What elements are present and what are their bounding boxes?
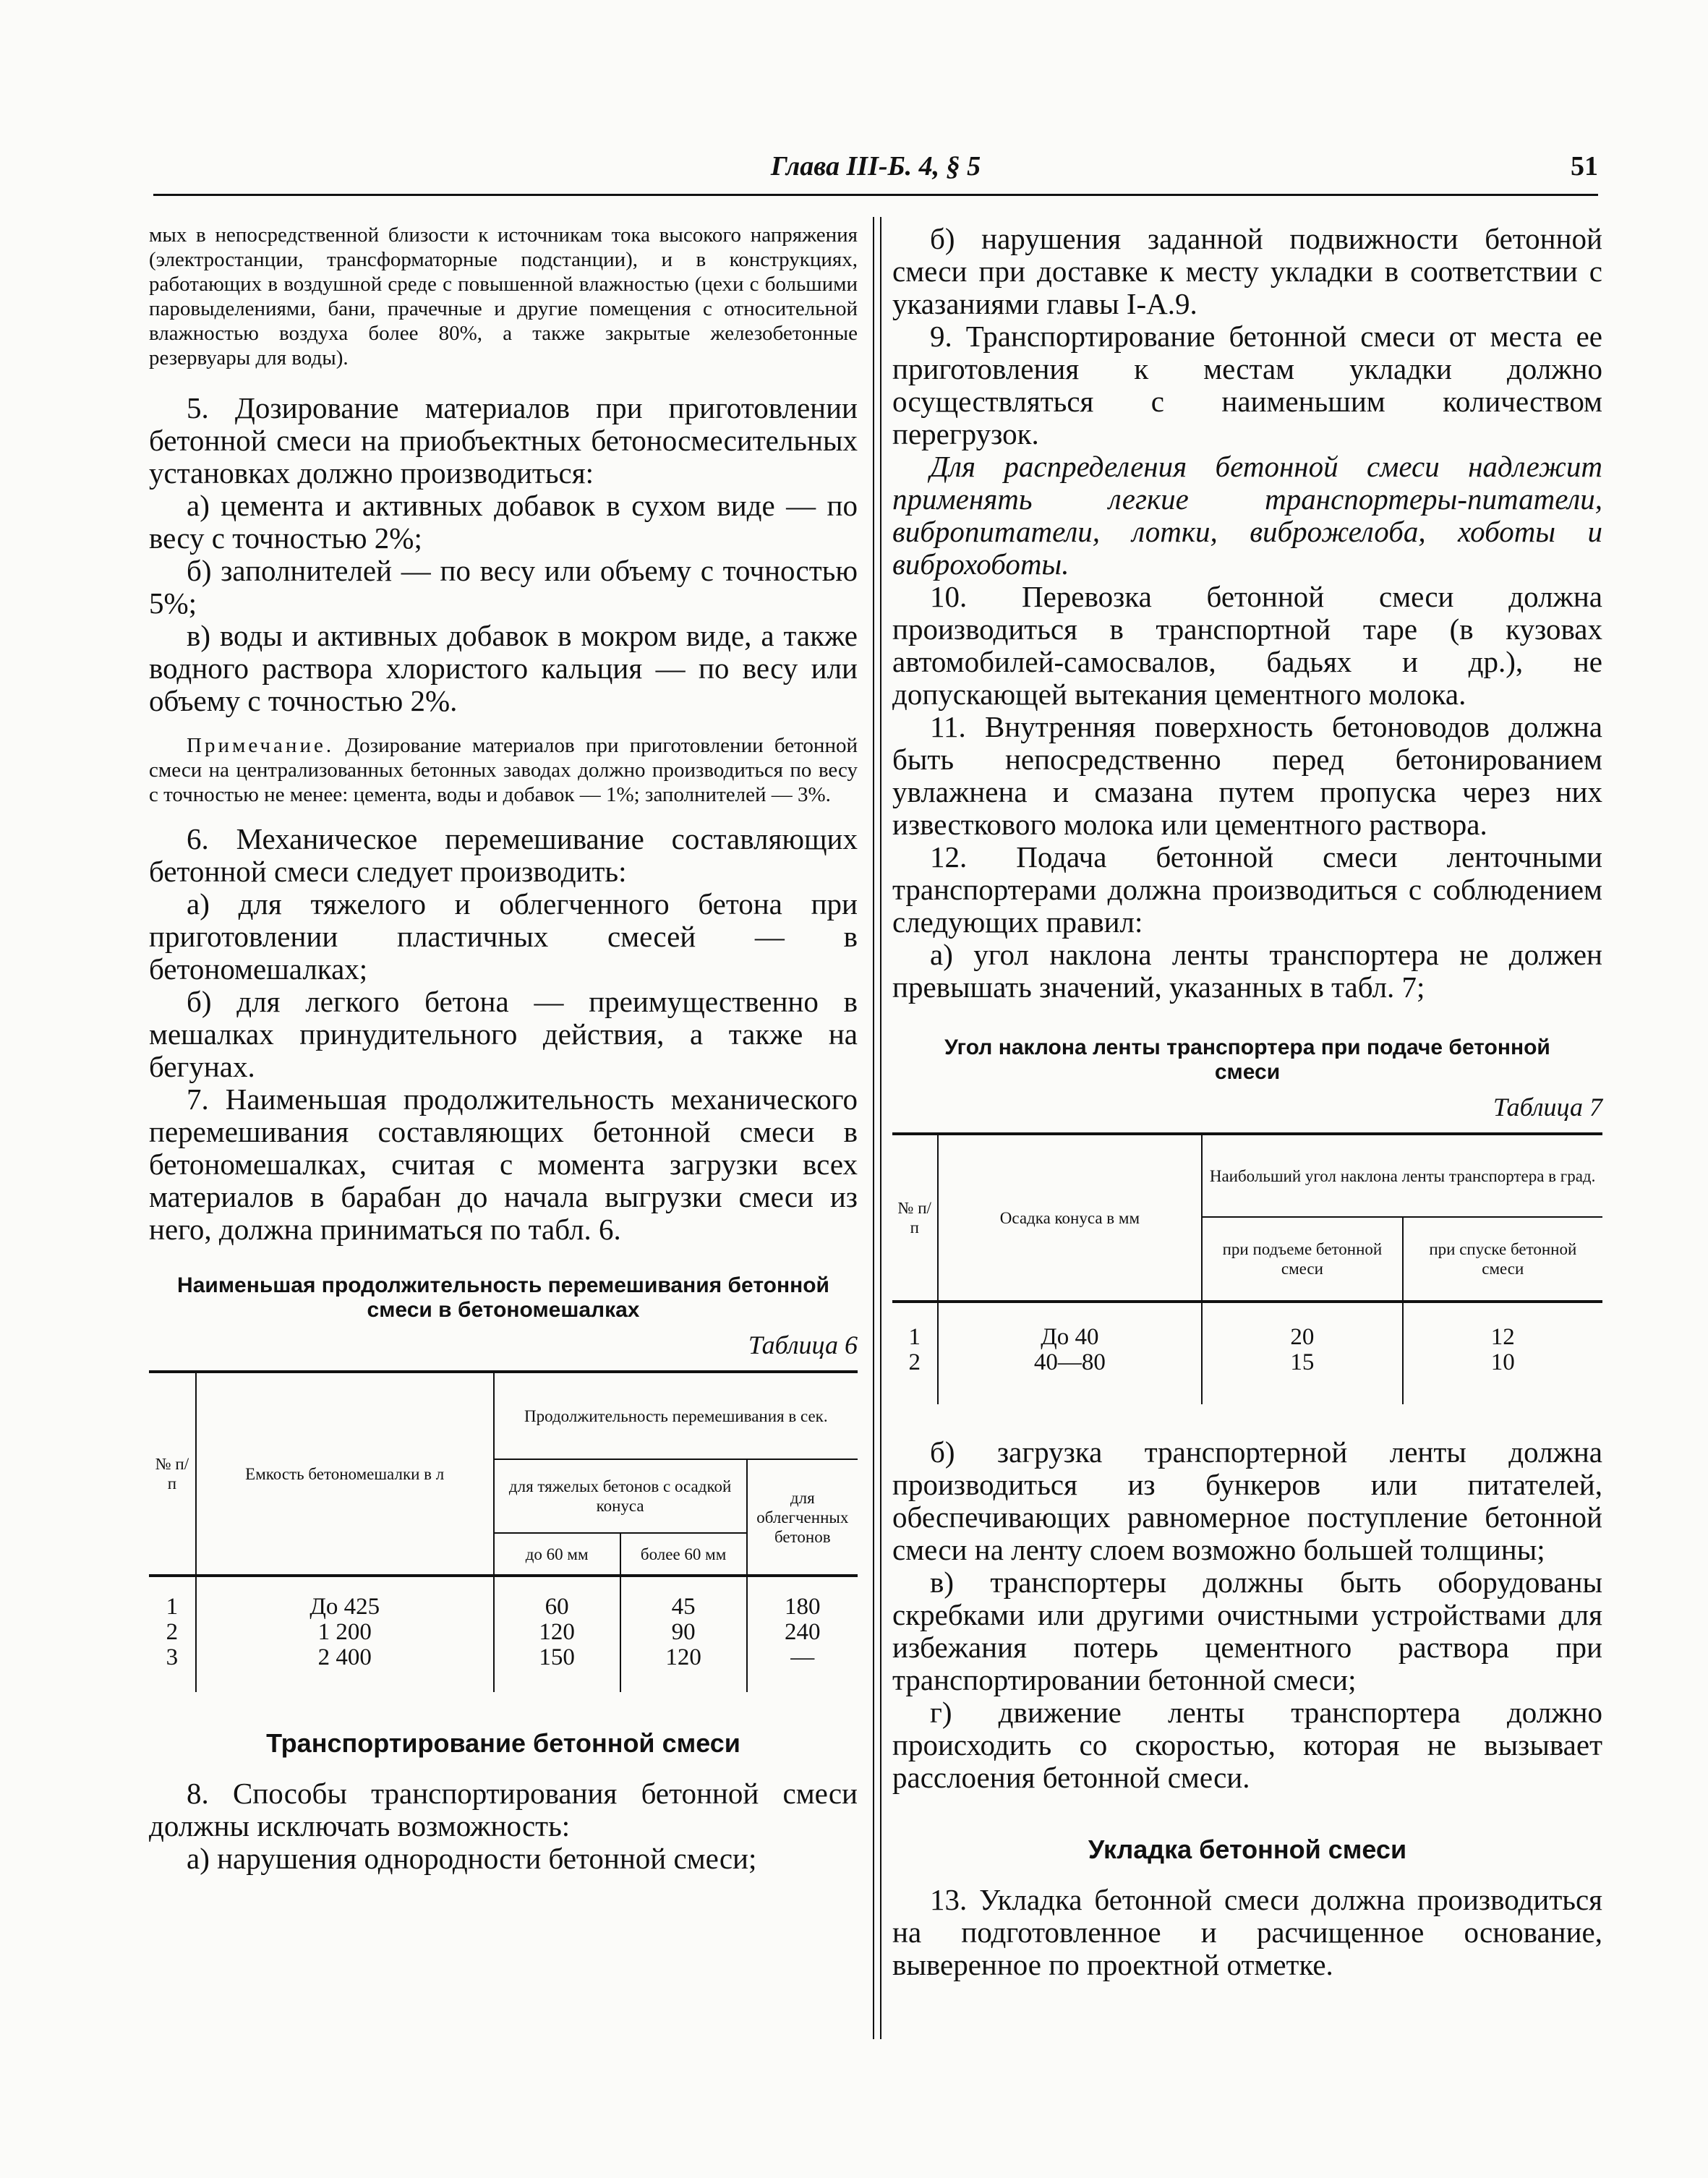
table-7-number: Таблица 7 — [1493, 1093, 1602, 1122]
table-row — [149, 1594, 858, 1620]
t7-header-angle: Наибольший угол наклона ленты транспортера в град. — [1202, 1134, 1602, 1217]
section-transport-heading: Транспортирование бетонной смеси — [266, 1728, 740, 1758]
t6-row2-light: 240 — [747, 1620, 858, 1645]
page-number: 51 — [1571, 151, 1598, 182]
page-header — [153, 150, 1598, 194]
note-text: Дозирование материалов при приготовлении бетонной смеси на централизованных бетонных заводах должно производиться по весу с точностью не менее: цемента, воды и добавок — 1%; заполнителей — 3%. — [149, 734, 858, 806]
paragraph-6a: а) для тяжелого и облегченного бетона при приготовлении пластичных смесей — в бетономешалках; — [149, 887, 858, 986]
t6-row3-over60: 120 — [620, 1645, 747, 1670]
paragraph-12a: а) угол наклона ленты транспортера не должен превышать значений, указанных в табл. 7; — [892, 938, 1602, 1004]
t6-header-duration: Продолжительность перемешивания в сек. — [494, 1372, 858, 1459]
t6-header-num: № п/п — [149, 1372, 196, 1576]
column-divider — [873, 217, 881, 2039]
t6-row3-to60: 150 — [494, 1645, 620, 1670]
paragraph-12d: г) движение ленты транспортера должно происходить со скоростью, которая не вызывает расслоения бетонной смеси. — [892, 1696, 1602, 1794]
paragraph-5a: а) цемента и активных добавок в сухом виде — по весу с точностью 2%; — [149, 489, 858, 555]
table-row — [892, 1325, 1602, 1350]
t6-row2-capacity: 1 200 — [196, 1620, 494, 1645]
table-row — [149, 1645, 858, 1670]
paragraph-8a: а) нарушения однородности бетонной смеси; — [187, 1842, 757, 1875]
paragraph-12c: в) транспортеры должны быть оборудованы скребками или другими очистными устройствами для избежания потерь цементного раствора при транспортировании бетонной смеси; — [892, 1566, 1602, 1696]
t6-row3-num: 3 — [166, 1644, 179, 1670]
t6-row2-over60: 90 — [620, 1620, 747, 1645]
t6-header-over60: более 60 мм — [620, 1533, 747, 1576]
t7-row1-down: 12 — [1403, 1325, 1602, 1350]
t6-header-heavy: для тяжелых бетонов с осадкой конуса — [494, 1459, 747, 1533]
table-7-title: Угол наклона ленты транспортера при подаче бетонной смеси — [944, 1035, 1550, 1084]
t7-row2-down: 10 — [1403, 1350, 1602, 1375]
table-7 — [892, 1132, 1602, 1404]
t7-row1-slump: До 40 — [938, 1325, 1203, 1350]
left-column — [149, 223, 858, 1875]
note — [149, 733, 858, 807]
t7-row1-num: 1 — [908, 1324, 921, 1350]
t6-row1-capacity: До 425 — [196, 1594, 494, 1620]
paragraph-8: 8. Способы транспортирования бетонной смеси должны исключать возможность: — [149, 1777, 858, 1842]
t6-header-capacity: Емкость бетономешалки в л — [196, 1372, 494, 1576]
table-6-title: Наименьшая продолжительность перемешивания бетонной смеси в бетономешалках — [177, 1273, 829, 1322]
t7-header-down: при спуске бетонной смеси — [1403, 1217, 1602, 1302]
t7-row2-up: 15 — [1202, 1350, 1402, 1375]
t6-header-light: для облегченных бетонов — [747, 1459, 858, 1576]
t6-row3-capacity: 2 400 — [196, 1645, 494, 1670]
paragraph-13: 13. Укладка бетонной смеси должна производиться на подготовленное и расчищенное основание, выверенное по проектной отметке. — [892, 1883, 1602, 1981]
t7-header-up: при подъеме бетонной смеси — [1202, 1217, 1402, 1302]
paragraph-5b: б) заполнителей — по весу или объему с точностью 5%; — [149, 554, 858, 620]
t7-header-num: № п/п — [892, 1134, 938, 1302]
table-row — [892, 1350, 1602, 1375]
t7-row1-up: 20 — [1202, 1325, 1402, 1350]
table-row — [149, 1620, 858, 1645]
paragraph-12: 12. Подача бетонной смеси ленточными транспортерами должна производиться с соблюдением следующих правил: — [892, 840, 1602, 939]
paragraph-7: 7. Наименьшая продолжительность механического перемешивания составляющих бетонной смеси в бетономешалках, считая с момента загрузки всех материалов в барабан до начала выгрузки смеси из него, должна приниматься по табл. 6. — [149, 1082, 858, 1246]
t7-row2-slump: 40—80 — [938, 1350, 1203, 1375]
header-rule — [153, 194, 1598, 196]
t6-row1-over60: 45 — [620, 1594, 747, 1620]
paragraph-12b: б) загрузка транспортерной ленты должна производиться из бункеров или питателей, обеспечивающих равномерное поступление бетонной смеси на ленту слоем возможно большей толщины; — [892, 1435, 1602, 1566]
paragraph-5c: в) воды и активных добавок в мокром виде, а также водного раствора хлористого кальция — по весу или объему с точностью 2%. — [149, 619, 858, 717]
paragraph-11: 11. Внутренняя поверхность бетоноводов должна быть непосредственно перед бетонированием увлажнена и смазана путем пропуска через них известкового молока или цементного раствора. — [892, 710, 1602, 841]
note-label: Примечание. — [187, 734, 335, 757]
paragraph-10: 10. Перевозка бетонной смеси должна производиться в транспортной таре (в кузовах автомобилей-самосвалов, бадьях и др.), не допускающей вытекания цементного молока. — [892, 580, 1602, 711]
paragraph-8b: б) нарушения заданной подвижности бетонной смеси при доставке к месту укладки в соответствии с указаниями главы I-А.9. — [892, 222, 1602, 320]
paragraph-9: 9. Транспортирование бетонной смеси от места ее приготовления к местам укладки должно осуществляться с наименьшим количеством перегрузок. — [892, 320, 1602, 450]
table-6-number: Таблица 6 — [748, 1331, 858, 1359]
t6-row1-light: 180 — [747, 1594, 858, 1620]
paragraph-5: 5. Дозирование материалов при приготовлении бетонной смеси на приобъектных бетоносмесительных установках должно производиться: — [149, 391, 858, 490]
paragraph-6: 6. Механическое перемешивание составляющих бетонной смеси следует производить: — [149, 822, 858, 888]
t6-row3-light: — — [747, 1645, 858, 1670]
table-6 — [149, 1370, 858, 1692]
right-column — [892, 223, 1602, 1981]
t6-row1-to60: 60 — [494, 1594, 620, 1620]
continued-paragraph: мых в непосредственной близости к источникам тока высокого напряжения (электростанции, трансформаторные подстанции), и в конструкциях, работающих в воздушной среде с повышенной влажностью (цехи с большими паровыделениями, бани, прачечные и другие помещения с относительной влажностью воздуха более 80%, а также закрытые железобетонные резервуары для воды). — [149, 223, 858, 370]
paragraph-6b: б) для легкого бетона — преимущественно в мешалках принудительного действия, а также на бегунах. — [149, 985, 858, 1083]
chapter-reference: Глава III-Б. 4, § 5 — [770, 151, 981, 182]
t6-header-to60: до 60 мм — [494, 1533, 620, 1576]
t7-row2-num: 2 — [908, 1349, 921, 1375]
section-laying-heading: Укладка бетонной смеси — [1088, 1835, 1407, 1864]
t7-header-slump: Осадка конуса в мм — [938, 1134, 1203, 1302]
t6-row2-to60: 120 — [494, 1620, 620, 1645]
t6-row2-num: 2 — [166, 1619, 179, 1645]
t6-row1-num: 1 — [166, 1594, 179, 1620]
paragraph-9b: Для распределения бетонной смеси надлежит применять легкие транспортеры-питатели, вибропитатели, лотки, виброжелоба, хоботы и виброхоботы. — [892, 450, 1602, 581]
